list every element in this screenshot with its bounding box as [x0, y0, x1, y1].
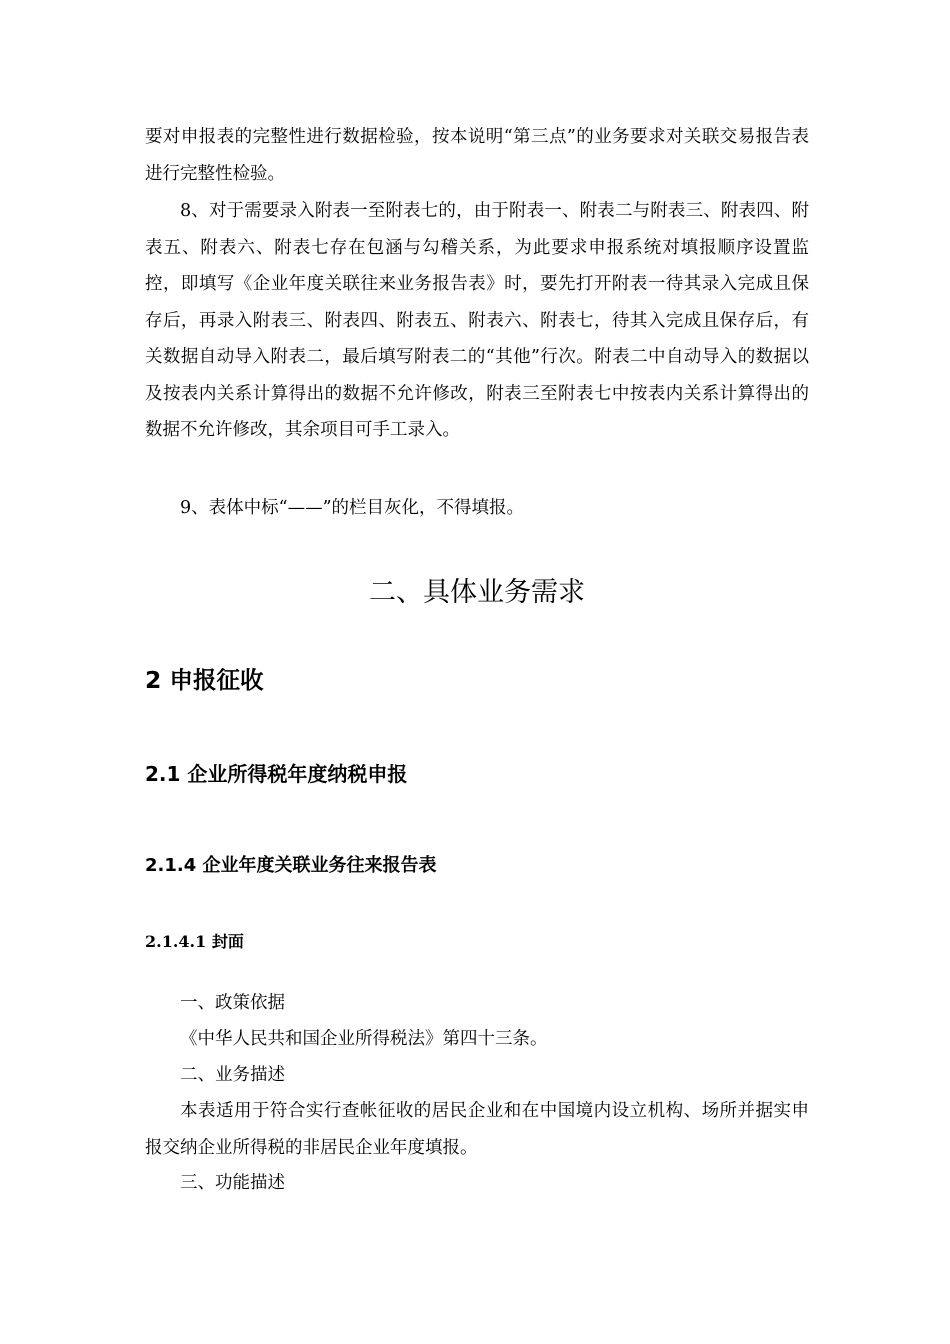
business-heading: 二、业务描述 [180, 1065, 285, 1085]
heading-level-1: 2 申报征收 [145, 666, 264, 694]
paragraph-text: 本表适用于符合实行查帐征收的居民企业和在中国境内设立机构、场所并据实申报交纳企业所得税的非居民企业年度填报。 [145, 1101, 809, 1158]
heading-level-2: 2.1 企业所得税年度纳税申报 [145, 762, 408, 786]
policy-heading: 一、政策依据 [180, 993, 285, 1013]
heading-level-4: 2.1.4.1 封面 [145, 932, 244, 951]
part-title: 二、具体业务需求 [369, 577, 585, 608]
policy-text: 《中华人民共和国企业所得税法》第四十三条。 [180, 1029, 548, 1049]
paragraph-continued [145, 119, 809, 192]
heading-level-3: 2.1.4 企业年度关联业务往来报告表 [145, 855, 437, 876]
paragraph-item-8 [145, 193, 809, 449]
paragraph-item-9: 9、表体中标“——”的栏目灰化，不得填报。 [180, 498, 525, 518]
paragraph-text: 8、对于需要录入附表一至附表七的，由于附表一、附表二与附表三、附表四、附表五、附表六、附表七存在包涵与勾稽关系，为此要求申报系统对填报顺序设置监控，即填写《企业年度关联往来业务报告表》时，要先打开附表一待其录入完成且保存后，再录入附表三、附表四、附表五、附表六、附表七，待其入完成且保存后，有关数据自动导入附表二，最后填写附表二的“其他”行次。附表二中自动导入的数据以及按表内关系计算得出的数据不允许修改，附表三至附表七中按表内关系计算得出的数据不允许修改，其余项目可手工录入。 [145, 201, 809, 440]
business-description [145, 1093, 809, 1166]
paragraph-text: 要对申报表的完整性进行数据检验，按本说明“第三点”的业务要求对关联交易报告表进行完整性检验。 [145, 127, 809, 184]
function-heading: 三、功能描述 [180, 1173, 285, 1193]
